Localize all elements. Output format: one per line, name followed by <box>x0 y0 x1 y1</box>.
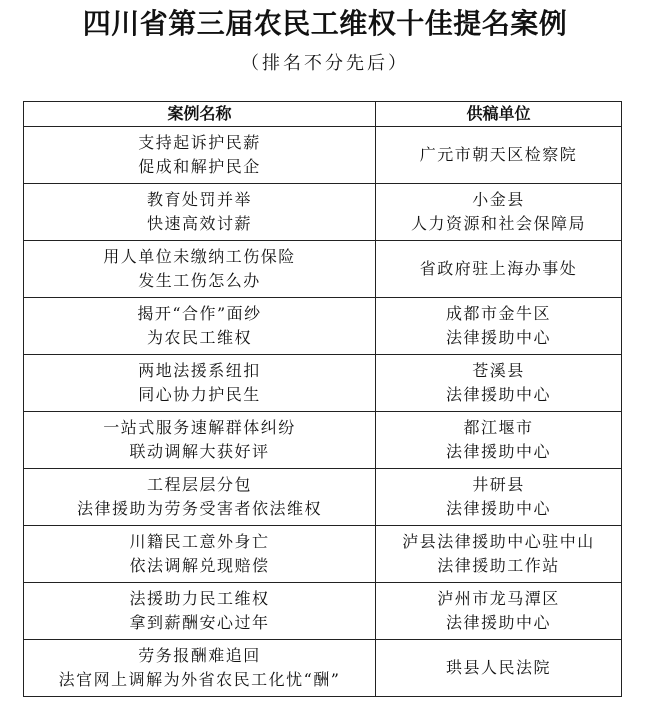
case-name-cell-line: 用人单位未缴纳工伤保险 <box>103 247 296 266</box>
submitting-unit-cell-line: 成都市金牛区 <box>445 304 551 323</box>
submitting-unit-cell-line: 法律援助中心 <box>445 442 551 461</box>
case-name-cell <box>24 127 376 184</box>
submitting-unit-cell-line: 法律援助中心 <box>445 613 551 632</box>
case-name-cell <box>24 355 376 412</box>
case-name-cell-line: 联动调解大获好评 <box>129 442 270 461</box>
submitting-unit-cell <box>376 526 622 583</box>
document-subtitle: （排名不分先后） <box>241 53 409 74</box>
submitting-unit-cell <box>376 241 622 298</box>
submitting-unit-cell-line: 法律援助中心 <box>445 385 551 404</box>
submitting-unit-cell-line: 苍溪县 <box>472 361 525 380</box>
table-body <box>24 127 622 697</box>
case-name-cell-line: 依法调解兑现赔偿 <box>129 556 270 575</box>
table-row <box>24 298 622 355</box>
submitting-unit-cell <box>376 583 622 640</box>
submitting-unit-cell <box>376 184 622 241</box>
case-name-cell <box>24 640 376 697</box>
table-row <box>24 412 622 469</box>
case-name-cell-line: 一站式服务速解群体纠纷 <box>103 418 296 437</box>
submitting-unit-cell <box>376 412 622 469</box>
submitting-unit-cell-line: 都江堰市 <box>463 418 534 437</box>
case-name-cell-line: 两地法援系纽扣 <box>138 361 261 380</box>
submitting-unit-cell <box>376 640 622 697</box>
submitting-unit-cell-line: 法律援助中心 <box>445 499 551 518</box>
submitting-unit-cell-line: 法律援助工作站 <box>437 556 560 575</box>
case-name-cell <box>24 184 376 241</box>
case-name-cell <box>24 298 376 355</box>
column-header-submitting-unit: 供稿单位 <box>376 102 622 127</box>
case-name-cell-line: 揭开“合作”面纱 <box>137 304 262 323</box>
case-name-cell-line: 法援助力民工维权 <box>129 589 270 608</box>
case-name-cell-line: 为农民工维权 <box>146 328 252 347</box>
case-name-cell-line: 川籍民工意外身亡 <box>129 532 270 551</box>
case-name-cell-line: 劳务报酬难追回 <box>138 646 261 665</box>
case-name-cell <box>24 241 376 298</box>
submitting-unit-cell <box>376 355 622 412</box>
submitting-unit-cell-line: 小金县 <box>472 190 525 209</box>
case-name-cell-line: 同心协力护民生 <box>138 385 261 404</box>
submitting-unit-cell-line: 泸州市龙马潭区 <box>437 589 560 608</box>
case-name-cell-line: 工程层层分包 <box>146 475 252 494</box>
table-row <box>24 355 622 412</box>
table-row <box>24 526 622 583</box>
case-name-cell-line: 发生工伤怎么办 <box>138 271 261 290</box>
table-row <box>24 184 622 241</box>
table-row <box>24 640 622 697</box>
table-row <box>24 127 622 184</box>
case-name-cell-line: 拿到薪酬安心过年 <box>129 613 270 632</box>
cases-table <box>23 101 622 697</box>
submitting-unit-cell-line: 省政府驻上海办事处 <box>419 259 578 278</box>
submitting-unit-cell <box>376 127 622 184</box>
table-row <box>24 469 622 526</box>
case-name-cell-line: 法官网上调解为外省农民工化忧“酬” <box>58 670 341 689</box>
table-row <box>24 583 622 640</box>
submitting-unit-cell-line: 井研县 <box>472 475 525 494</box>
case-name-cell <box>24 526 376 583</box>
case-name-cell <box>24 469 376 526</box>
case-name-cell-line: 法律援助为劳务受害者依法维权 <box>76 499 322 518</box>
case-name-cell-line: 教育处罚并举 <box>146 190 252 209</box>
submitting-unit-cell-line: 法律援助中心 <box>445 328 551 347</box>
case-name-cell-line: 促成和解护民企 <box>138 157 261 176</box>
table-row <box>24 241 622 298</box>
column-header-case-name: 案例名称 <box>24 102 376 127</box>
case-name-cell-line: 快速高效讨薪 <box>146 214 252 233</box>
table-header-row <box>24 102 622 127</box>
submitting-unit-cell <box>376 469 622 526</box>
case-name-cell <box>24 583 376 640</box>
case-name-cell-line: 支持起诉护民薪 <box>138 133 261 152</box>
submitting-unit-cell <box>376 298 622 355</box>
submitting-unit-cell-line: 广元市朝天区检察院 <box>419 145 578 164</box>
submitting-unit-cell-line: 珙县人民法院 <box>445 658 551 677</box>
submitting-unit-cell-line: 泸县法律援助中心驻中山 <box>402 532 595 551</box>
case-name-cell <box>24 412 376 469</box>
submitting-unit-cell-line: 人力资源和社会保障局 <box>410 214 586 233</box>
document-title: 四川省第三届农民工维权十佳提名案例 <box>82 7 568 40</box>
